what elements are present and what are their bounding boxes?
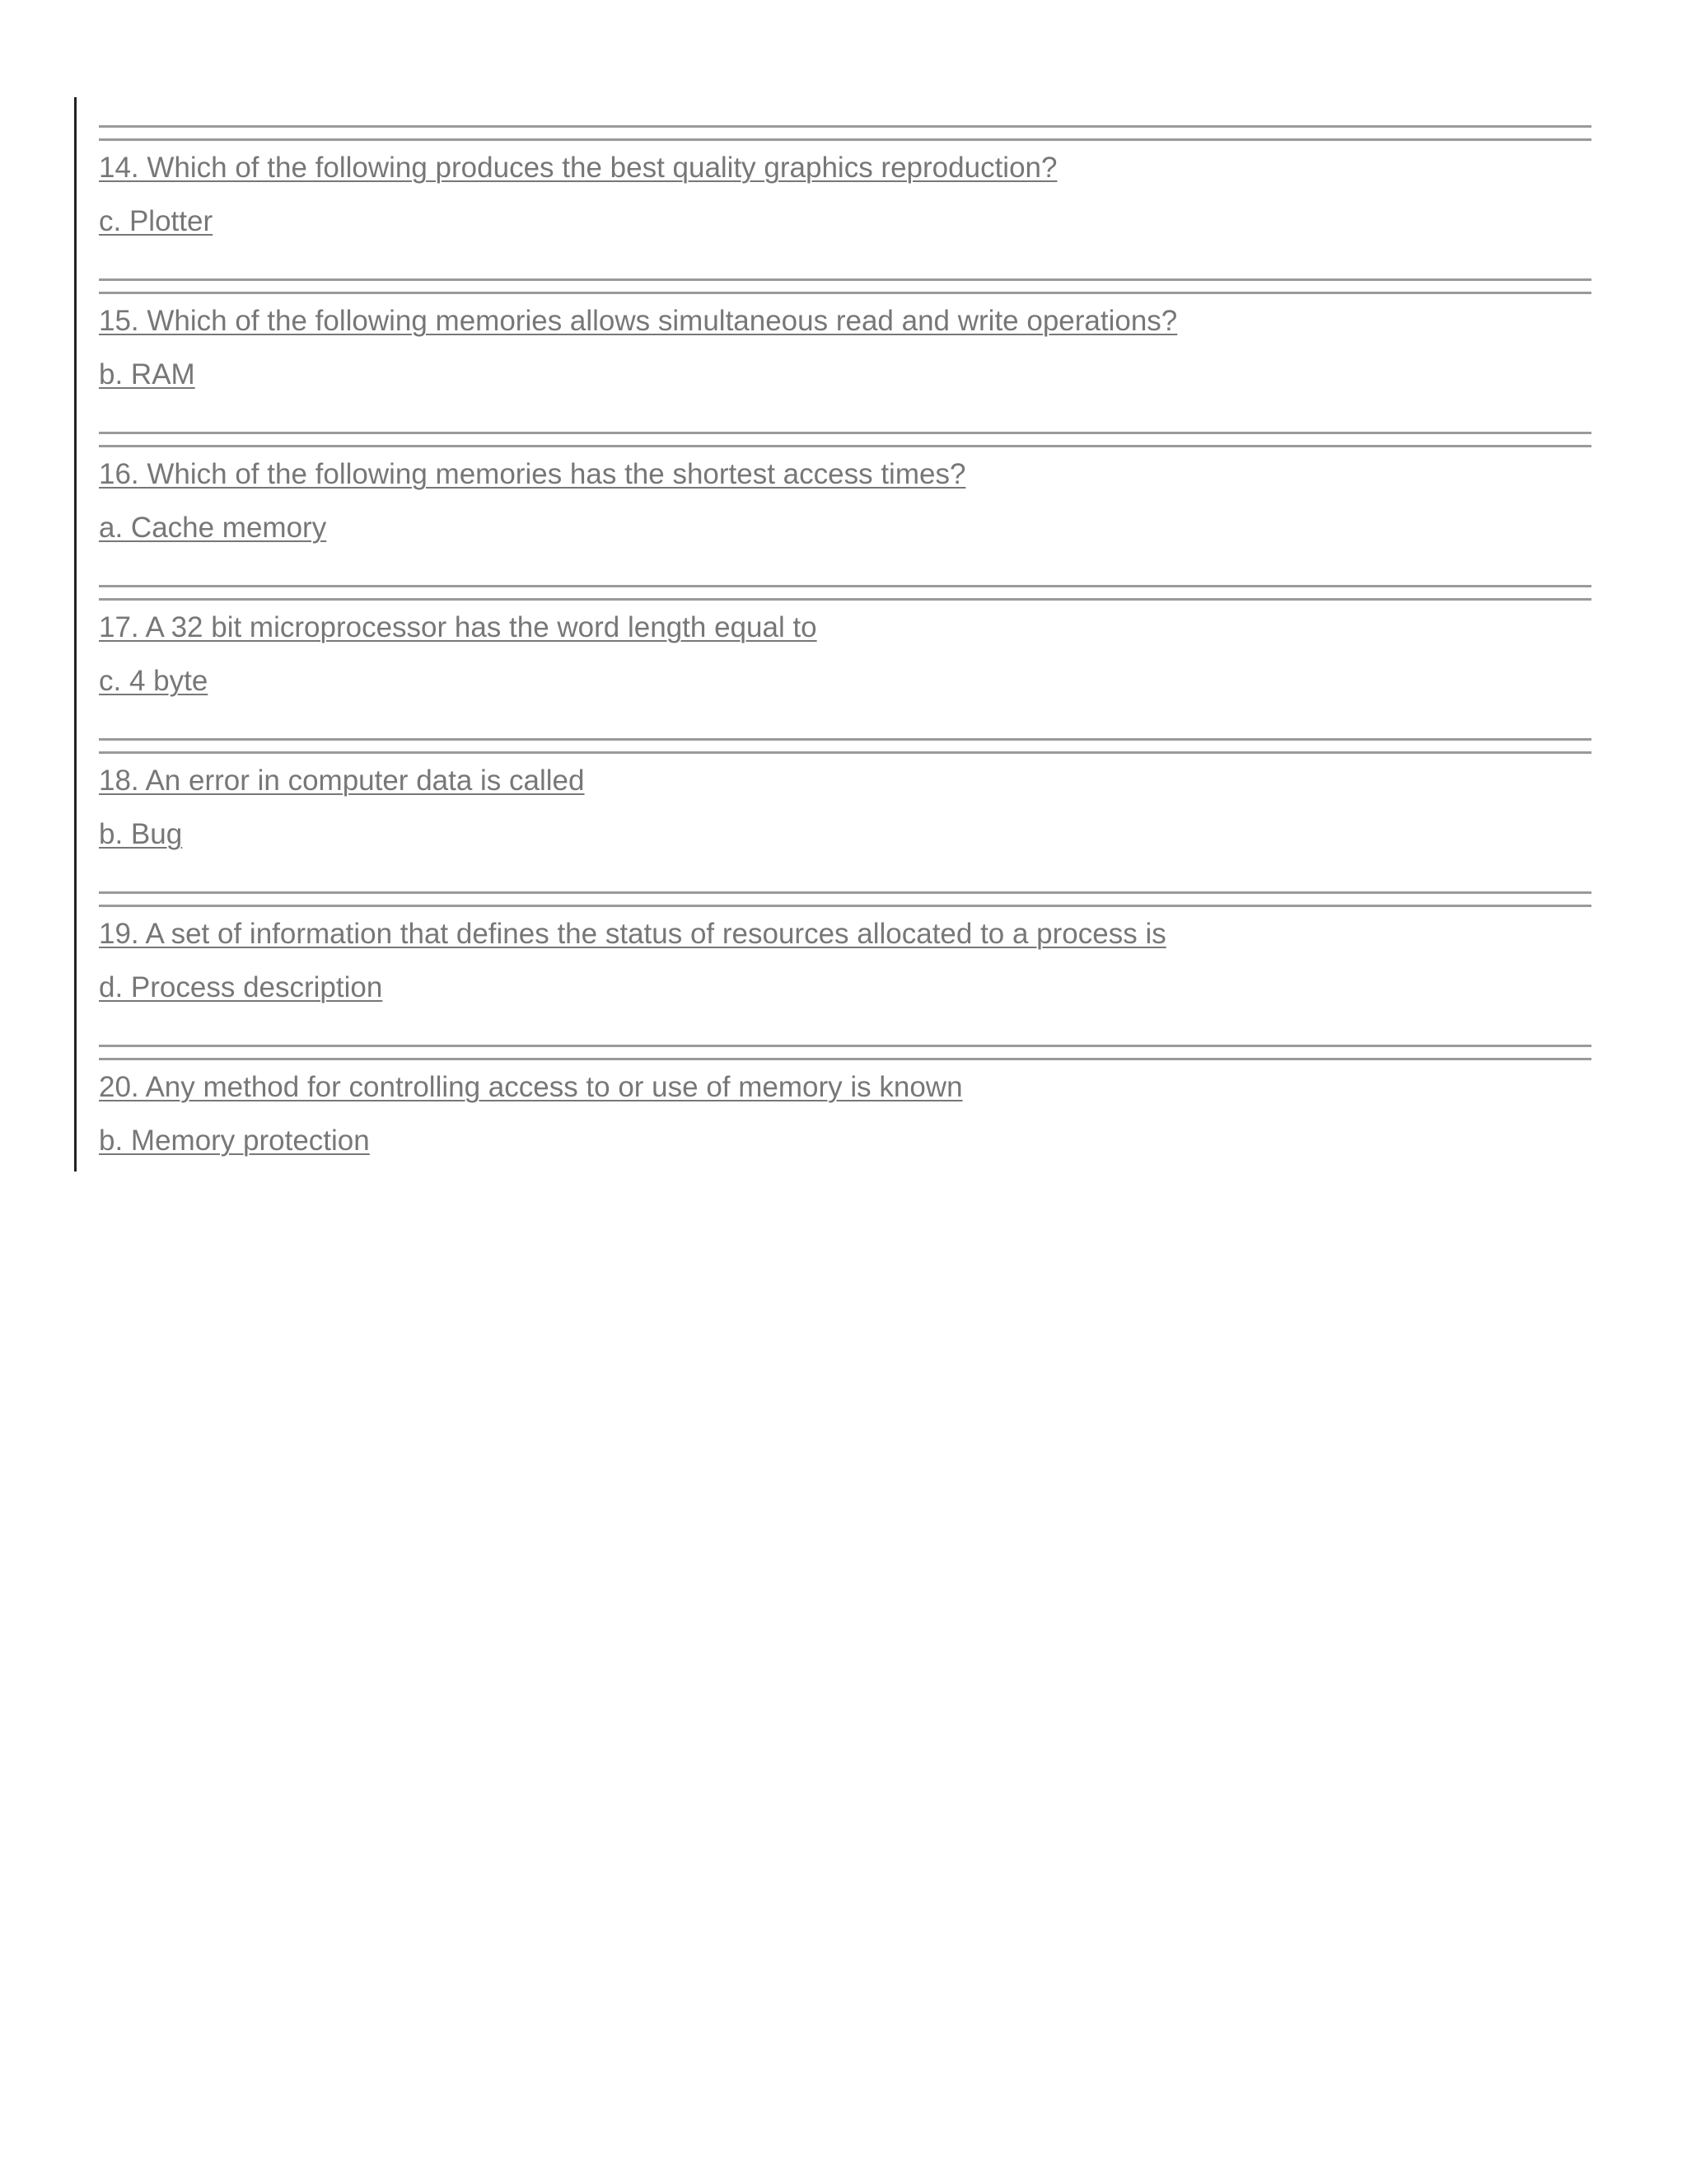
question-link[interactable]: 15. Which of the following memories allows simultaneous read and write operations? — [99, 305, 1178, 337]
qa-item-20 — [99, 1017, 1591, 1170]
separator-line — [99, 751, 1591, 754]
qa-item-17 — [99, 557, 1591, 710]
answer-link[interactable]: b. Bug — [99, 818, 183, 850]
separator-line — [99, 278, 1591, 281]
qa-item-15 — [99, 250, 1591, 404]
qa-item-19 — [99, 863, 1591, 1017]
question-link[interactable]: 16. Which of the following memories has the shortest access times? — [99, 458, 966, 490]
answer-link[interactable]: c. 4 byte — [99, 665, 208, 697]
qa-item-16 — [99, 404, 1591, 557]
answer-link[interactable]: c. Plotter — [99, 205, 213, 237]
question-link[interactable]: 17. A 32 bit microprocessor has the word length equal to — [99, 611, 817, 643]
left-vertical-rule — [74, 97, 77, 1172]
question-link[interactable]: 20. Any method for controlling access to or use of memory is known — [99, 1071, 963, 1103]
answer-link[interactable]: a. Cache memory — [99, 512, 327, 544]
answer-link[interactable]: b. Memory protection — [99, 1125, 370, 1157]
separator-line — [99, 738, 1591, 741]
separator-line — [99, 125, 1591, 128]
separator-line — [99, 432, 1591, 434]
separator-line — [99, 1045, 1591, 1047]
question-link[interactable]: 14. Which of the following produces the best quality graphics reproduction? — [99, 152, 1058, 184]
separator-line — [99, 585, 1591, 587]
separator-line — [99, 292, 1591, 294]
answer-link[interactable]: b. RAM — [99, 358, 195, 391]
qa-item-14 — [99, 97, 1591, 250]
separator-line — [99, 598, 1591, 601]
separator-line — [99, 138, 1591, 141]
answer-link[interactable]: d. Process description — [99, 971, 383, 1003]
question-link[interactable]: 18. An error in computer data is called — [99, 765, 585, 797]
separator-line — [99, 445, 1591, 447]
qa-item-18 — [99, 710, 1591, 863]
separator-line — [99, 891, 1591, 894]
separator-line — [99, 1058, 1591, 1060]
question-link[interactable]: 19. A set of information that defines the status of resources allocated to a process is — [99, 918, 1166, 950]
separator-line — [99, 905, 1591, 907]
